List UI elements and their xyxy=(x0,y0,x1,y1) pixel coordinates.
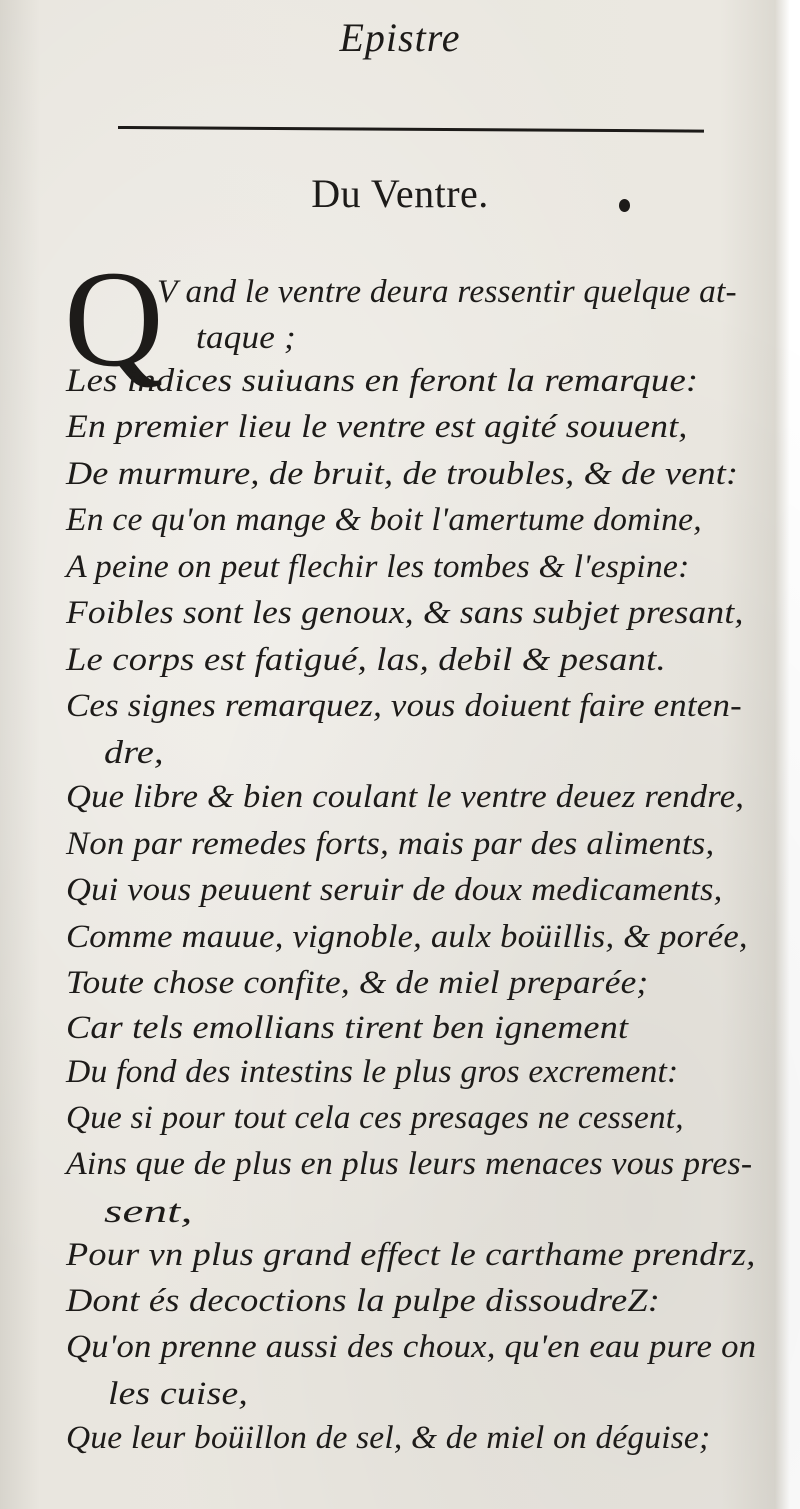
verse-line: Que si pour tout cela ces presages ne cessent, xyxy=(66,1100,684,1136)
verse-line: Toute chose confite, & de miel preparée; xyxy=(66,965,649,1001)
verse-line: Les indices suiuans en feront la remarque: xyxy=(66,363,699,399)
verse-line: A peine on peut flechir les tombes & l'espine: xyxy=(66,549,690,585)
verse-line: Que libre & bien coulant le ventre deuez rendre, xyxy=(66,779,745,815)
verse-line: les cuise, xyxy=(108,1376,248,1412)
verse-line: Foibles sont les genoux, & sans subjet presant, xyxy=(66,595,744,631)
verse-line: Ces signes remarquez, vous doiuent faire enten- xyxy=(66,688,742,724)
verse-line: Pour vn plus grand effect le carthame prendrz, xyxy=(66,1237,756,1273)
verse-line: Le corps est fatigué, las, debil & pesant. xyxy=(66,642,666,678)
verse-line: taque ; xyxy=(196,320,296,356)
verse-line: Car tels emollians tirent ben ignement xyxy=(66,1010,629,1046)
verse-line: De murmure, de bruit, de troubles, & de vent: xyxy=(66,456,739,492)
verse-line: Non par remedes forts, mais par des aliments, xyxy=(66,826,715,862)
verse-line: Qu'on prenne aussi des choux, qu'en eau pure on xyxy=(66,1329,757,1365)
verse-line: Comme mauue, vignoble, aulx boüillis, & porée, xyxy=(66,919,748,955)
verse-line: Dont és decoctions la pulpe dissoudreZ: xyxy=(66,1283,661,1319)
verse-line: Que leur boüillon de sel, & de miel on déguise; xyxy=(66,1420,711,1456)
verse-line: dre, xyxy=(104,735,164,771)
verse-line: sent, xyxy=(104,1194,193,1230)
running-head: Epistre xyxy=(339,15,461,60)
verse-line: En ce qu'on mange & boit l'amertume domine, xyxy=(66,502,702,538)
verse-line: Du fond des intestins le plus gros excrement: xyxy=(66,1054,679,1090)
verse-line: Ains que de plus en plus leurs menaces vous pres- xyxy=(66,1146,753,1182)
ink-blot xyxy=(619,199,630,212)
verse-line: V and le ventre deura ressentir quelque at- xyxy=(157,274,737,310)
verse-line: Qui vous peuuent seruir de doux medicaments, xyxy=(66,872,723,908)
verse-line: En premier lieu le ventre est agité souuent, xyxy=(66,409,688,445)
drop-cap: Q xyxy=(64,242,164,395)
header-rule xyxy=(118,126,704,133)
section-title: Du Ventre. xyxy=(311,171,489,216)
